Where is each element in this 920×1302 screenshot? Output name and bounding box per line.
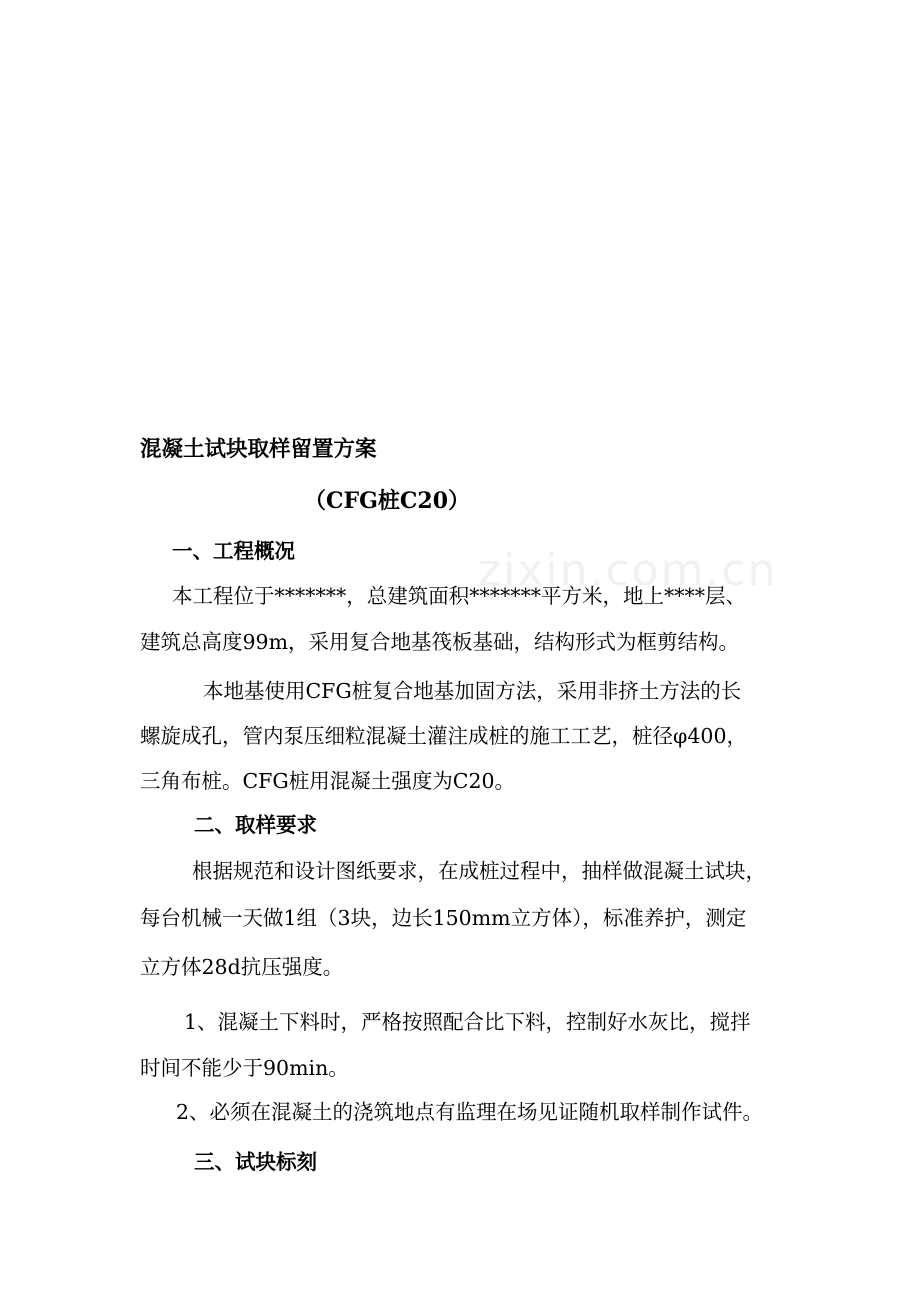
section-heading-overview: 一、工程概况 bbox=[172, 539, 295, 563]
list-item-line: 时间不能少于90min。 bbox=[140, 1056, 349, 1080]
paragraph-line: 螺旋成孔，管内泵压细粒混凝土灌注成桩的施工工艺，桩径φ400， bbox=[140, 724, 747, 748]
list-item-line: 2、必须在混凝土的浇筑地点有监理在场见证随机取样制作试件。 bbox=[176, 1100, 764, 1124]
watermark: zixin.com.cn bbox=[478, 545, 778, 596]
document-subtitle: （CFG桩C20） bbox=[304, 488, 471, 514]
paragraph-line: 本工程位于*******，总建筑面积*******平方米，地上****层、 bbox=[172, 584, 746, 608]
paragraph-line: 三角布桩。CFG桩用混凝土强度为C20。 bbox=[140, 769, 516, 793]
list-item-line: 1、混凝土下料时，严格按照配合比下料，控制好水灰比，搅拌 bbox=[184, 1010, 751, 1034]
paragraph-line: 本地基使用CFG桩复合地基加固方法，采用非挤土方法的长 bbox=[203, 679, 742, 703]
section-heading-labeling: 三、试块标刻 bbox=[194, 1150, 317, 1174]
paragraph-line: 根据规范和设计图纸要求，在成桩过程中，抽样做混凝土试块， bbox=[192, 859, 766, 883]
section-heading-sampling: 二、取样要求 bbox=[194, 813, 317, 837]
paragraph-line: 每台机械一天做1组（3块，边长150mm立方体），标准养护，测定 bbox=[140, 906, 747, 930]
document-title: 混凝土试块取样留置方案 bbox=[140, 437, 377, 462]
paragraph-line: 立方体28d抗压强度。 bbox=[140, 955, 344, 979]
paragraph-line: 建筑总高度99m，采用复合地基筏板基础，结构形式为框剪结构。 bbox=[140, 630, 740, 654]
